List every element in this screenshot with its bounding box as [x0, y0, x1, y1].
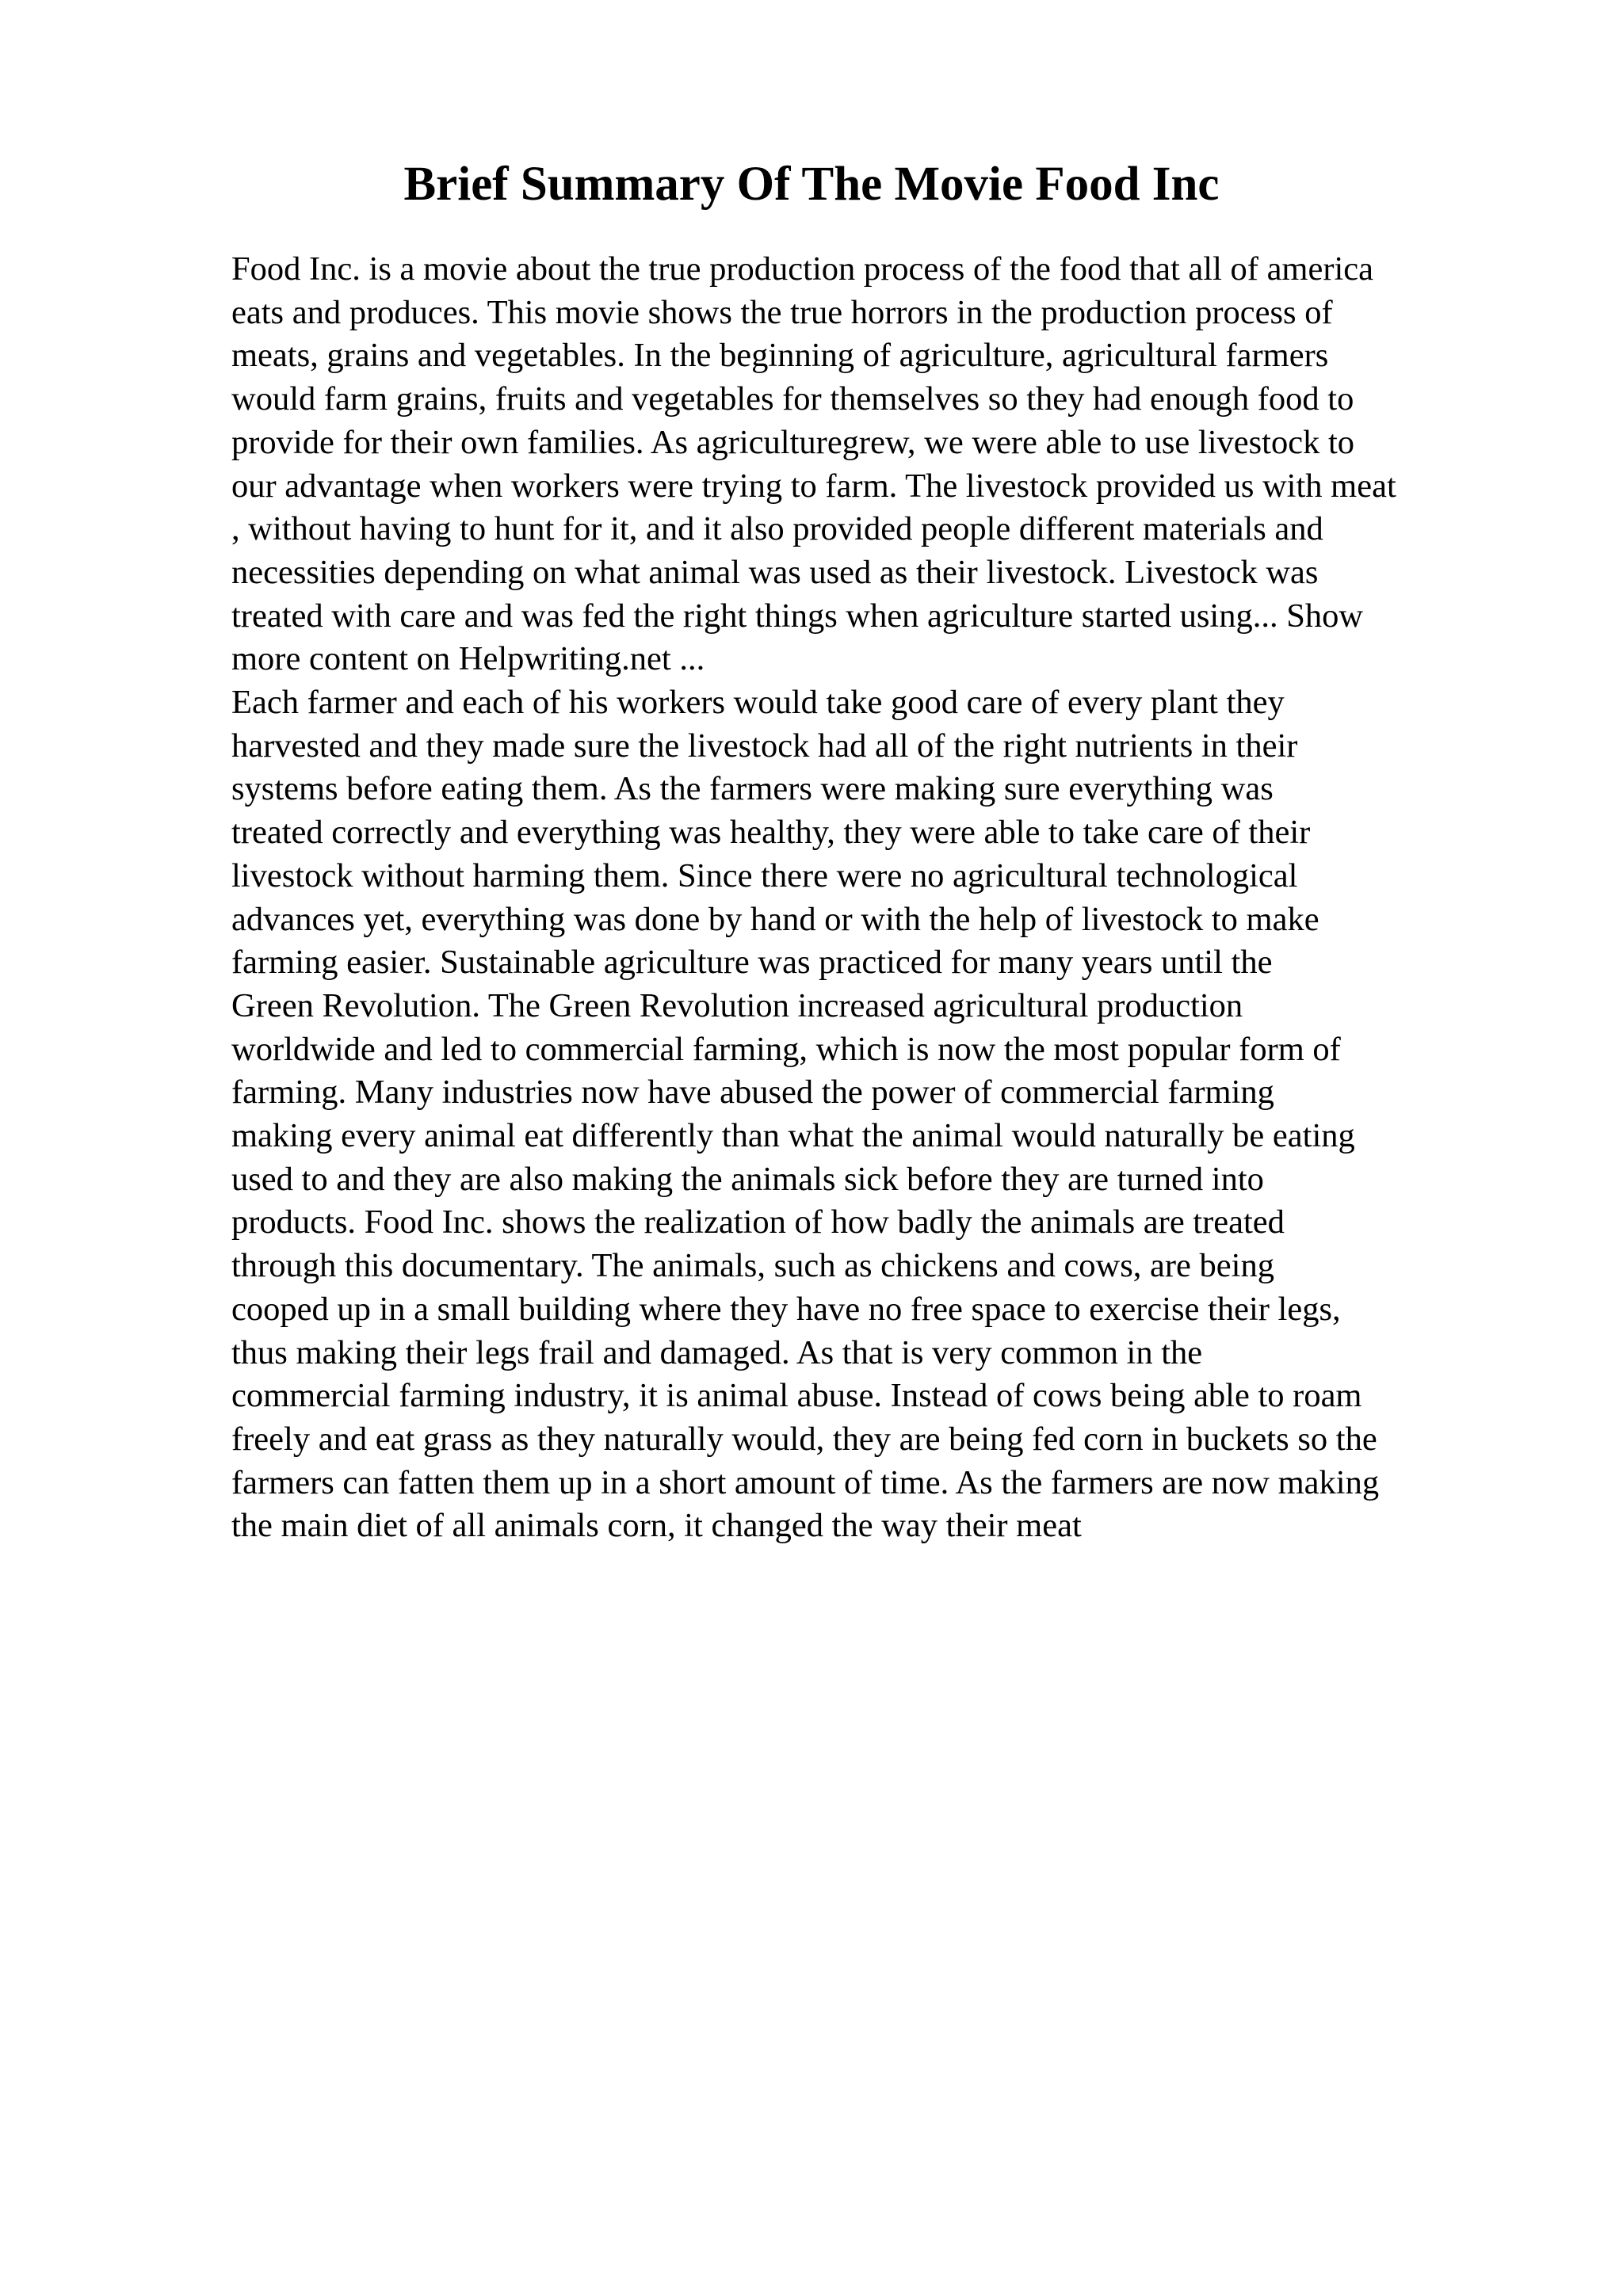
body-line: the main diet of all animals corn, it changed the way their meat [231, 1507, 1082, 1545]
body-line: advances yet, everything was done by hand or with the help of livestock to make [231, 900, 1319, 938]
body-line: Green Revolution. The Green Revolution increased agricultural production [231, 986, 1243, 1024]
body-line: farming easier. Sustainable agriculture was practiced for many years until the [231, 944, 1273, 982]
body-line: our advantage when workers were trying to farm. The livestock provided us with meat [231, 467, 1396, 505]
body-line: treated correctly and everything was healthy, they were able to take care of their [231, 814, 1311, 852]
document-body [231, 248, 1610, 1548]
body-line: Food Inc. is a movie about the true production process of the food that all of america [231, 250, 1374, 288]
body-line: farmers can fatten them up in a short amount of time. As the farmers are now making [231, 1463, 1380, 1501]
body-line: freely and eat grass as they naturally would, they are being fed corn in buckets so the [231, 1420, 1377, 1458]
body-line: provide for their own families. As agriculturegrew, we were able to use livestock to [231, 423, 1355, 461]
body-line: would farm grains, fruits and vegetables for themselves so they had enough food to [231, 380, 1354, 418]
body-line: livestock without harming them. Since there were no agricultural technological [231, 856, 1298, 894]
body-line: cooped up in a small building where they have no free space to exercise their legs, [231, 1290, 1341, 1328]
body-line: thus making their legs frail and damaged. As that is very common in the [231, 1333, 1203, 1371]
body-line: products. Food Inc. shows the realization of how badly the animals are treated [231, 1203, 1285, 1241]
body-line: used to and they are also making the animals sick before they are turned into [231, 1160, 1264, 1198]
document-title: Brief Summary Of The Movie Food Inc [403, 158, 1220, 211]
body-line: harvested and they made sure the livestock had all of the right nutrients in their [231, 727, 1298, 765]
body-line: commercial farming industry, it is animal abuse. Instead of cows being able to roam [231, 1377, 1362, 1415]
body-line: eats and produces. This movie shows the true horrors in the production process of [231, 293, 1333, 331]
body-line: necessities depending on what animal was used as their livestock. Livestock was [231, 553, 1319, 591]
body-line: , without having to hunt for it, and it also provided people different materials and [231, 510, 1323, 548]
body-line: systems before eating them. As the farmers were making sure everything was [231, 770, 1274, 808]
body-line: more content on Helpwriting.net ... [231, 640, 705, 678]
body-line: through this documentary. The animals, such as chickens and cows, are being [231, 1247, 1274, 1285]
body-line: treated with care and was fed the right things when agriculture started using... Show [231, 597, 1364, 635]
body-line: farming. Many industries now have abused the power of commercial farming [231, 1074, 1274, 1112]
body-line: worldwide and led to commercial farming, which is now the most popular form of [231, 1030, 1341, 1068]
body-line: Each farmer and each of his workers would take good care of every plant they [231, 684, 1285, 722]
body-line: making every animal eat differently than what the animal would naturally be eating [231, 1117, 1355, 1155]
body-line: meats, grains and vegetables. In the beginning of agriculture, agricultural farmers [231, 337, 1329, 375]
